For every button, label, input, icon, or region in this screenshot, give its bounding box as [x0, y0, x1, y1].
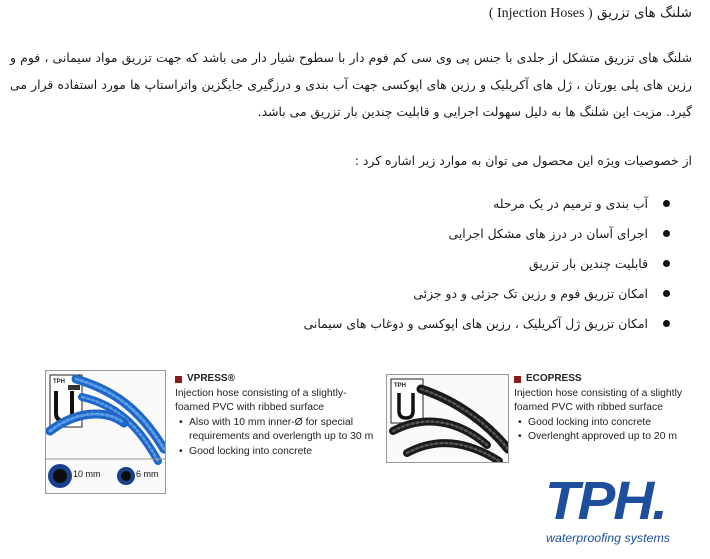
ecopress-hose-illustration: [387, 375, 508, 462]
accent-square-icon: [175, 376, 182, 383]
bullet-icon: •: [518, 431, 522, 443]
bullet-icon: [663, 320, 670, 327]
ecopress-name: ECOPRESS: [514, 372, 704, 386]
ecopress-bullets: [514, 416, 704, 445]
bullet-icon: [663, 200, 670, 207]
vpress-name: VPRESS®: [175, 372, 375, 386]
ecopress-desc-text: Injection hose consisting of a slightly foamed PVC with ribbed surface: [514, 388, 683, 414]
vpress-description: [175, 372, 375, 459]
ecopress-product-image: [386, 374, 509, 463]
list-item: قابلیت چندین بار تزریق: [70, 249, 670, 279]
vpress-label-6mm: 6 mm: [136, 469, 159, 479]
intro-paragraph: شلنگ های تزریق متشکل از جلدی با جنس پی وی سی کم فوم دار با سطوح شیار دار می باشد که جهت تزریق مواد سیمانی ، فوم و رزین های پلی یورتان ، ژل های آکریلیک و رزین های اپوکسی جهت آب بندی و درزگیری جایگزین واتراستاپ ها مورد استفاده قرار می گیرد. مزیت این شلنگ ها به دلیل سهولت اجرایی و قابلیت چندین بار تزریق می باشد.: [10, 50, 692, 119]
list-item: • Also with 10 mm inner-Ø for special requirements and overlength up to 30 m: [179, 416, 374, 443]
list-item: • Good locking into concrete: [175, 445, 375, 459]
list-item: • Overlenght approved up to 20 m: [514, 430, 704, 444]
list-item: امکان تزریق ژل آکریلیک ، رزین های اپوکسی و دوغاب های سیمانی: [70, 309, 670, 339]
bullet-icon: [663, 260, 670, 267]
bullet-icon: [663, 290, 670, 297]
accent-square-icon: [514, 376, 521, 383]
title-fa: شلنگ های تزریق: [596, 5, 692, 21]
vpress-label-10mm: 10 mm: [73, 469, 101, 479]
vpress-bullets: [175, 416, 375, 459]
vpress-desc-text: Injection hose consisting of a slightly-foamed PVC with ribbed surface: [175, 388, 347, 414]
features-list: [70, 189, 670, 339]
bullet-icon: •: [179, 445, 183, 457]
tph-logo: [545, 471, 695, 551]
list-item: اجرای آسان در درز های مشکل اجرایی: [70, 219, 670, 249]
svg-text:TPH: TPH: [53, 379, 65, 385]
logo-tagline: waterproofing systems: [546, 531, 670, 545]
features-title: از خصوصیات ویژه این محصول می توان به موارد زیر اشاره کرد :: [354, 153, 692, 168]
title-en: ( Injection Hoses ): [488, 6, 593, 21]
list-item: • Good locking into concrete: [514, 416, 704, 430]
ecopress-description: [514, 372, 704, 445]
list-item: امکان تزریق فوم و رزین تک جزئی و دو جزئی: [70, 279, 670, 309]
logo-brand: TPH.: [545, 471, 666, 531]
page-title: [12, 2, 692, 25]
svg-text:TPH: TPH: [394, 383, 406, 389]
bullet-icon: •: [179, 416, 183, 428]
bullet-icon: •: [518, 416, 522, 428]
list-item: آب بندی و ترمیم در یک مرحله: [70, 189, 670, 219]
bullet-icon: [663, 230, 670, 237]
vpress-product-image: [45, 370, 166, 494]
